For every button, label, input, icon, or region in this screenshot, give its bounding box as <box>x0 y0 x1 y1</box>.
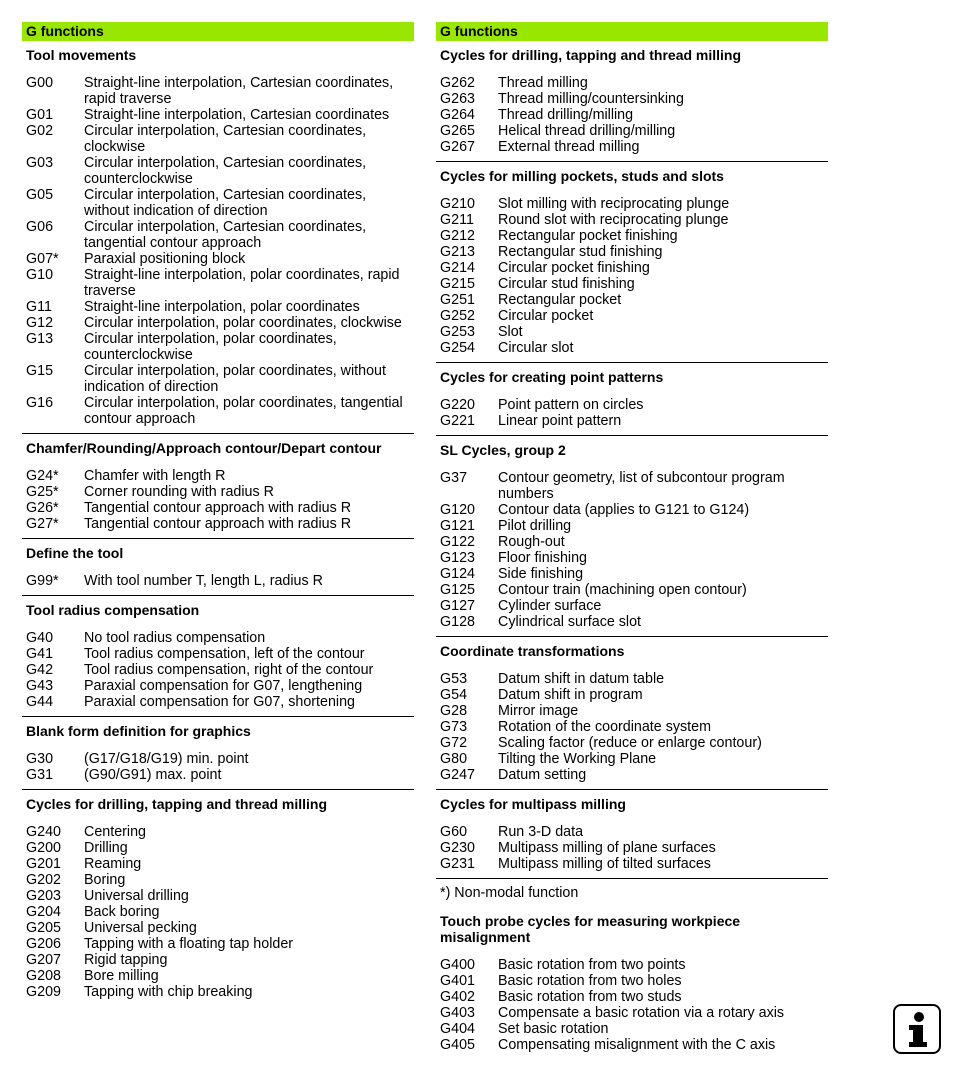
gcode-row <box>26 573 414 589</box>
gcode-code: G40 <box>26 630 54 646</box>
gcode-row <box>26 187 414 219</box>
gcode-row <box>26 75 414 107</box>
section-header-bar: G functions <box>22 22 414 41</box>
gcode-row <box>26 694 414 710</box>
gcode-description: Pilot drilling <box>498 518 572 534</box>
gcode-description: External thread milling <box>498 139 640 155</box>
right-column <box>436 22 828 1065</box>
gcode-section <box>22 440 414 539</box>
gcode-code: G231 <box>440 856 475 872</box>
gcode-code: G203 <box>26 888 61 904</box>
gcode-description: Reaming <box>84 856 142 872</box>
gcode-description: Rectangular pocket <box>498 292 622 308</box>
gcode-code: G202 <box>26 872 61 888</box>
gcode-row <box>440 767 828 783</box>
gcode-description: Slot <box>498 324 523 340</box>
section-header-bar: G functions <box>436 22 828 41</box>
gcode-row <box>26 751 414 767</box>
gcode-row <box>26 251 414 267</box>
gcode-description: Multipass milling of plane surfaces <box>498 840 716 856</box>
gcode-row <box>26 516 414 532</box>
gcode-code: G13 <box>26 331 54 347</box>
gcode-description: Bore milling <box>84 968 159 984</box>
gcode-row <box>440 671 828 687</box>
gcode-row <box>440 989 828 1005</box>
gcode-code: G205 <box>26 920 61 936</box>
gcode-code: G27* <box>26 516 59 532</box>
gcode-code: G43 <box>26 678 54 694</box>
gcode-description: Thread drilling/milling <box>498 107 634 123</box>
gcode-row <box>440 212 828 228</box>
gcode-row <box>440 687 828 703</box>
gcode-row <box>440 824 828 840</box>
gcode-row <box>440 244 828 260</box>
gcode-row <box>26 484 414 500</box>
gcode-row <box>26 678 414 694</box>
gcode-row <box>440 413 828 429</box>
gcode-description: Basic rotation from two holes <box>498 973 682 989</box>
gcode-description: Datum shift in datum table <box>498 671 665 687</box>
gcode-code: G00 <box>26 75 54 91</box>
gcode-code: G210 <box>440 196 475 212</box>
gcode-code: G127 <box>440 598 475 614</box>
gcode-description: Thread milling/countersinking <box>498 91 684 107</box>
gcode-code: G401 <box>440 973 475 989</box>
gcode-row <box>440 1005 828 1021</box>
gcode-section <box>436 442 828 637</box>
gcode-description: Circular slot <box>498 340 574 356</box>
gcode-row <box>26 920 414 936</box>
gcode-section <box>436 913 828 1059</box>
gcode-description: Basic rotation from two studs <box>498 989 682 1005</box>
gcode-description: Rectangular stud finishing <box>498 244 663 260</box>
gcode-section <box>436 168 828 363</box>
gcode-code: G02 <box>26 123 54 139</box>
gcode-section <box>22 545 414 596</box>
gcode-row <box>26 395 414 427</box>
section-title: Blank form definition for graphics <box>26 723 251 739</box>
gcode-code: G10 <box>26 267 54 283</box>
gcode-row <box>26 888 414 904</box>
gcode-row <box>440 228 828 244</box>
gcode-row <box>26 219 414 251</box>
gcode-description: Tilting the Working Plane <box>498 751 657 767</box>
gcode-code: G122 <box>440 534 475 550</box>
gcode-row <box>440 566 828 582</box>
gcode-code: G252 <box>440 308 475 324</box>
gcode-description: Thread milling <box>498 75 588 91</box>
gcode-row <box>440 840 828 856</box>
gcode-code: G30 <box>26 751 54 767</box>
gcode-code: G206 <box>26 936 61 952</box>
gcode-description: Point pattern on circles <box>498 397 644 413</box>
gcode-description: Tool radius compensation, right of the contour <box>84 662 374 678</box>
gcode-description: Compensate a basic rotation via a rotary axis <box>498 1005 785 1021</box>
gcode-code: G25* <box>26 484 59 500</box>
gcode-description: Basic rotation from two points <box>498 957 686 973</box>
gcode-row <box>26 630 414 646</box>
gcode-description: Circular interpolation, Cartesian coordinates, counterclockwise <box>84 155 367 187</box>
gcode-row <box>440 196 828 212</box>
gcode-code: G120 <box>440 502 475 518</box>
section-title: Tool movements <box>26 47 137 63</box>
gcode-description: Slot milling with reciprocating plunge <box>498 196 730 212</box>
gcode-row <box>26 767 414 783</box>
gcode-description: Rough-out <box>498 534 565 550</box>
gcode-code: G73 <box>440 719 468 735</box>
section-title: Chamfer/Rounding/Approach contour/Depart contour <box>26 440 382 456</box>
gcode-description: Rotation of the coordinate system <box>498 719 711 735</box>
gcode-row <box>440 550 828 566</box>
gcode-section <box>22 796 414 1006</box>
gcode-code: G265 <box>440 123 475 139</box>
info-glyph <box>895 1006 939 1052</box>
gcode-code: G267 <box>440 139 475 155</box>
gcode-code: G403 <box>440 1005 475 1021</box>
gcode-description: Paraxial compensation for G07, lengthening <box>84 678 363 694</box>
gcode-description: No tool radius compensation <box>84 630 266 646</box>
gcode-row <box>440 123 828 139</box>
footnote: *) Non-modal function <box>440 885 579 901</box>
gcode-description: Circular interpolation, Cartesian coordinates, without indication of direction <box>84 187 367 219</box>
gcode-code: G200 <box>26 840 61 856</box>
gcode-description: Circular interpolation, polar coordinates, tangential contour approach <box>84 395 403 427</box>
gcode-code: G60 <box>440 824 468 840</box>
gcode-description: Scaling factor (reduce or enlarge contour) <box>498 735 762 751</box>
gcode-code: G221 <box>440 413 475 429</box>
gcode-description: Straight-line interpolation, Cartesian coordinates, rapid traverse <box>84 75 394 107</box>
gcode-code: G121 <box>440 518 475 534</box>
section-title: Cycles for milling pockets, studs and slots <box>440 168 724 184</box>
gcode-description: Contour geometry, list of subcontour program numbers <box>498 470 785 502</box>
gcode-code: G42 <box>26 662 54 678</box>
gcode-description: Tapping with chip breaking <box>84 984 253 1000</box>
gcode-row <box>26 936 414 952</box>
gcode-row <box>440 598 828 614</box>
gcode-code: G204 <box>26 904 61 920</box>
gcode-row <box>26 267 414 299</box>
gcode-description: Circular interpolation, Cartesian coordinates, tangential contour approach <box>84 219 367 251</box>
gcode-code: G247 <box>440 767 475 783</box>
gcode-row <box>26 856 414 872</box>
gcode-description: Floor finishing <box>498 550 587 566</box>
gcode-code: G123 <box>440 550 475 566</box>
gcode-code: G209 <box>26 984 61 1000</box>
gcode-row <box>440 735 828 751</box>
gcode-row <box>440 751 828 767</box>
gcode-code: G207 <box>26 952 61 968</box>
gcode-code: G201 <box>26 856 61 872</box>
gcode-row <box>440 856 828 872</box>
gcode-row <box>440 276 828 292</box>
gcode-description: Tangential contour approach with radius R <box>84 500 352 516</box>
section-title: Cycles for multipass milling <box>440 796 626 812</box>
gcode-description: Circular pocket <box>498 308 594 324</box>
gcode-row <box>440 1037 828 1053</box>
gcode-code: G05 <box>26 187 54 203</box>
gcode-row <box>440 292 828 308</box>
gcode-description: Boring <box>84 872 126 888</box>
gcode-code: G125 <box>440 582 475 598</box>
gcode-row <box>440 957 828 973</box>
left-sections <box>22 47 414 1006</box>
gcode-description: Side finishing <box>498 566 584 582</box>
gcode-code: G215 <box>440 276 475 292</box>
right-sections <box>436 47 828 879</box>
gcode-description: Circular stud finishing <box>498 276 635 292</box>
gcode-code: G212 <box>440 228 475 244</box>
gcode-code: G24* <box>26 468 59 484</box>
gcode-description: Datum setting <box>498 767 587 783</box>
gcode-section <box>436 47 828 162</box>
gcode-code: G128 <box>440 614 475 630</box>
gcode-row <box>440 397 828 413</box>
gcode-row <box>440 582 828 598</box>
gcode-section <box>436 796 828 879</box>
gcode-description: With tool number T, length L, radius R <box>84 573 323 589</box>
gcode-row <box>26 662 414 678</box>
gcode-row <box>440 719 828 735</box>
gcode-row <box>26 468 414 484</box>
gcode-row <box>26 840 414 856</box>
gcode-description: Run 3-D data <box>498 824 584 840</box>
gcode-description: Rigid tapping <box>84 952 168 968</box>
gcode-description: Corner rounding with radius R <box>84 484 274 500</box>
gcode-row <box>440 703 828 719</box>
section-title: Cycles for drilling, tapping and thread milling <box>26 796 328 812</box>
gcode-description: Contour train (machining open contour) <box>498 582 747 598</box>
gcode-section <box>22 47 414 434</box>
gcode-description: Cylinder surface <box>498 598 602 614</box>
gcode-code: G26* <box>26 500 59 516</box>
gcode-code: G54 <box>440 687 468 703</box>
gcode-row <box>26 824 414 840</box>
gcode-row <box>26 331 414 363</box>
gcode-section <box>22 723 414 790</box>
gcode-description: Contour data (applies to G121 to G124) <box>498 502 750 518</box>
gcode-description: Circular interpolation, Cartesian coordinates, clockwise <box>84 123 367 155</box>
gcode-row <box>440 308 828 324</box>
gcode-code: G03 <box>26 155 54 171</box>
gcode-code: G208 <box>26 968 61 984</box>
gcode-description: Circular interpolation, polar coordinates, counterclockwise <box>84 331 337 363</box>
gcode-row <box>26 952 414 968</box>
gcode-row <box>440 502 828 518</box>
gcode-code: G01 <box>26 107 54 123</box>
gcode-code: G44 <box>26 694 54 710</box>
gcode-description: Linear point pattern <box>498 413 622 429</box>
gcode-row <box>26 904 414 920</box>
gcode-code: G31 <box>26 767 54 783</box>
gcode-code: G16 <box>26 395 54 411</box>
gcode-row <box>440 75 828 91</box>
gcode-row <box>26 363 414 395</box>
gcode-description: Universal drilling <box>84 888 189 904</box>
gcode-code: G06 <box>26 219 54 235</box>
gcode-code: G11 <box>26 299 52 315</box>
section-title: Cycles for creating point patterns <box>440 369 664 385</box>
gcode-code: G264 <box>440 107 475 123</box>
gcode-row <box>26 984 414 1000</box>
gcode-row <box>26 872 414 888</box>
gcode-row <box>26 299 414 315</box>
gcode-code: G262 <box>440 75 475 91</box>
gcode-description: Circular interpolation, polar coordinates, without indication of direction <box>84 363 386 395</box>
gcode-row <box>440 107 828 123</box>
gcode-code: G230 <box>440 840 475 856</box>
gcode-description: Drilling <box>84 840 128 856</box>
gcode-row <box>440 518 828 534</box>
section-title: SL Cycles, group 2 <box>440 442 566 458</box>
gcode-description: Circular interpolation, polar coordinates, clockwise <box>84 315 402 331</box>
gcode-description: Datum shift in program <box>498 687 643 703</box>
gcode-row <box>26 155 414 187</box>
section-title: Cycles for drilling, tapping and thread milling <box>440 47 742 63</box>
gcode-row <box>440 614 828 630</box>
gcode-description: Helical thread drilling/milling <box>498 123 676 139</box>
gcode-row <box>440 324 828 340</box>
gcode-row <box>26 646 414 662</box>
left-column <box>22 22 414 1012</box>
gcode-row <box>440 139 828 155</box>
gcode-row <box>440 91 828 107</box>
gcode-code: G213 <box>440 244 475 260</box>
section-title: Coordinate transformations <box>440 643 625 659</box>
section-title: Define the tool <box>26 545 124 561</box>
gcode-code: G402 <box>440 989 475 1005</box>
gcode-row <box>26 123 414 155</box>
gcode-code: G220 <box>440 397 475 413</box>
gcode-row <box>440 534 828 550</box>
gcode-description: Tool radius compensation, left of the contour <box>84 646 365 662</box>
gcode-description: Circular pocket finishing <box>498 260 650 276</box>
gcode-code: G405 <box>440 1037 475 1053</box>
gcode-row <box>26 107 414 123</box>
gcode-description: Rectangular pocket finishing <box>498 228 678 244</box>
gcode-code: G214 <box>440 260 475 276</box>
gcode-description: Set basic rotation <box>498 1021 609 1037</box>
gcode-code: G12 <box>26 315 54 331</box>
gcode-code: G400 <box>440 957 475 973</box>
gcode-code: G211 <box>440 212 474 228</box>
gcode-description: Universal pecking <box>84 920 197 936</box>
gcode-description: Centering <box>84 824 146 840</box>
gcode-code: G37 <box>440 470 468 486</box>
gcode-code: G80 <box>440 751 468 767</box>
gcode-description: Tapping with a floating tap holder <box>84 936 294 952</box>
gcode-code: G253 <box>440 324 475 340</box>
gcode-row <box>440 470 828 502</box>
gcode-description: Chamfer with length R <box>84 468 226 484</box>
gcode-row <box>26 968 414 984</box>
gcode-section <box>436 369 828 436</box>
gcode-row <box>440 973 828 989</box>
gcode-row <box>26 500 414 516</box>
gcode-description: Paraxial compensation for G07, shortening <box>84 694 355 710</box>
gcode-description: Compensating misalignment with the C axis <box>498 1037 776 1053</box>
gcode-code: G53 <box>440 671 468 687</box>
gcode-description: Straight-line interpolation, polar coordinates, rapid traverse <box>84 267 400 299</box>
info-icon <box>893 1004 941 1054</box>
gcode-code: G263 <box>440 91 475 107</box>
gcode-row <box>440 340 828 356</box>
gcode-code: G240 <box>26 824 61 840</box>
section-title: Touch probe cycles for measuring workpiece misalignment <box>440 913 741 945</box>
gcode-code: G28 <box>440 703 468 719</box>
gcode-code: G124 <box>440 566 475 582</box>
right-final-section <box>436 913 828 1059</box>
gcode-code: G251 <box>440 292 475 308</box>
gcode-description: Mirror image <box>498 703 579 719</box>
gcode-description: Cylindrical surface slot <box>498 614 642 630</box>
gcode-description: Straight-line interpolation, polar coordinates <box>84 299 360 315</box>
gcode-code: G404 <box>440 1021 475 1037</box>
gcode-description: Multipass milling of tilted surfaces <box>498 856 711 872</box>
gcode-description: Paraxial positioning block <box>84 251 246 267</box>
gcode-row <box>26 315 414 331</box>
gcode-row <box>440 260 828 276</box>
gcode-row <box>440 1021 828 1037</box>
gcode-code: G99* <box>26 573 59 589</box>
section-title: Tool radius compensation <box>26 602 200 618</box>
gcode-description: Tangential contour approach with radius R <box>84 516 352 532</box>
gcode-code: G254 <box>440 340 475 356</box>
gcode-description: (G90/G91) max. point <box>84 767 222 783</box>
gcode-description: (G17/G18/G19) min. point <box>84 751 249 767</box>
gcode-code: G72 <box>440 735 468 751</box>
gcode-code: G15 <box>26 363 54 379</box>
gcode-code: G07* <box>26 251 59 267</box>
gcode-section <box>22 602 414 717</box>
gcode-code: G41 <box>26 646 54 662</box>
gcode-description: Round slot with reciprocating plunge <box>498 212 729 228</box>
gcode-section <box>436 643 828 790</box>
gcode-description: Back boring <box>84 904 160 920</box>
gcode-description: Straight-line interpolation, Cartesian coordinates <box>84 107 390 123</box>
